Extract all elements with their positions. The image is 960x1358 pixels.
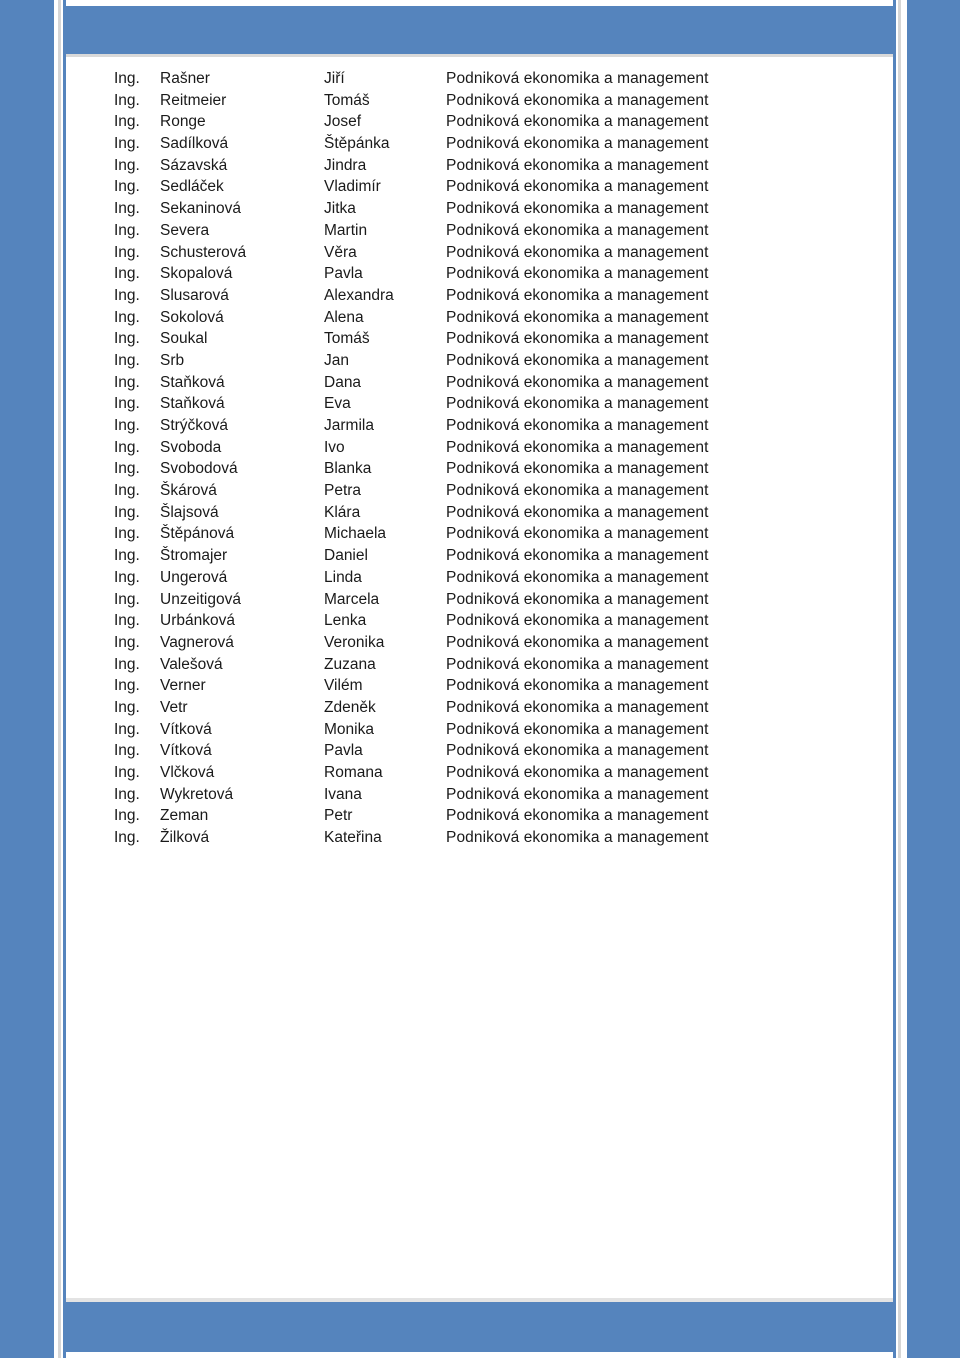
title-cell: Ing. [114,612,140,630]
first-name-cell: Daniel [324,547,368,565]
title-cell: Ing. [114,395,140,413]
surname-cell: Vítková [160,720,212,738]
first-name-cell: Alena [324,308,364,326]
first-name-cell: Dana [324,373,362,391]
title-cell: Ing. [114,742,140,760]
list-item [114,827,814,849]
title-cell: Ing. [114,677,140,695]
list-item [114,328,814,350]
surname-cell: Sekaninová [160,200,242,218]
first-name-cell: Blanka [324,460,372,478]
program-cell: Podniková ekonomika a management [446,265,709,283]
surname-cell: Zeman [160,807,209,825]
program-cell: Podniková ekonomika a management [446,807,709,825]
list-item [114,740,814,762]
title-cell: Ing. [114,460,140,478]
program-cell: Podniková ekonomika a management [446,764,709,781]
list-item [114,762,814,784]
title-cell: Ing. [114,438,140,456]
list-item [114,111,814,133]
program-cell: Podniková ekonomika a management [446,200,709,218]
title-cell: Ing. [114,135,140,153]
first-name-cell: Petr [324,807,353,825]
title-cell: Ing. [114,330,140,348]
title-cell: Ing. [114,568,140,586]
program-cell: Podniková ekonomika a management [446,330,709,348]
list-item [114,719,814,741]
surname-cell: Staňková [160,395,225,413]
surname-cell: Sokolová [160,308,224,326]
surname-cell: Šlajsová [160,503,219,521]
list-item [114,372,814,394]
title-cell: Ing. [114,829,140,847]
program-cell: Podniková ekonomika a management [446,568,709,586]
title-cell: Ing. [114,308,140,326]
program-cell: Podniková ekonomika a management [446,438,709,456]
first-name-cell: Josef [324,113,362,131]
title-cell: Ing. [114,417,140,434]
first-name-cell: Jindra [324,156,367,174]
header-band [66,6,893,54]
title-cell: Ing. [114,265,140,283]
left-border-stripe [63,0,66,1358]
list-item [114,263,814,285]
surname-cell: Vlčková [160,764,215,781]
surname-cell: Štěpánová [160,525,235,543]
title-cell: Ing. [114,785,140,803]
surname-cell: Svoboda [160,438,222,456]
list-item [114,437,814,459]
list-item [114,458,814,480]
right-border-band [907,0,960,1358]
list-item [114,68,814,90]
title-cell: Ing. [114,590,140,608]
first-name-cell: Michaela [324,525,387,543]
title-cell: Ing. [114,482,140,500]
program-cell: Podniková ekonomika a management [446,373,709,391]
first-name-cell: Vladimír [324,178,381,196]
first-name-cell: Zdeněk [324,698,376,716]
program-cell: Podniková ekonomika a management [446,525,709,543]
program-cell: Podniková ekonomika a management [446,113,709,131]
surname-cell: Rašner [160,70,210,87]
list-item [114,632,814,654]
program-cell: Podniková ekonomika a management [446,243,709,261]
footer-band [66,1302,893,1352]
list-item [114,567,814,589]
program-cell: Podniková ekonomika a management [446,91,709,109]
surname-cell: Soukal [160,330,208,348]
first-name-cell: Klára [324,503,361,521]
list-item [114,242,814,264]
program-cell: Podniková ekonomika a management [446,633,709,651]
first-name-cell: Štěpánka [324,135,390,153]
list-item [114,90,814,112]
title-cell: Ing. [114,807,140,825]
program-cell: Podniková ekonomika a management [446,677,709,695]
list-item [114,415,814,437]
left-border-band [0,0,54,1358]
title-cell: Ing. [114,373,140,391]
first-name-cell: Petra [324,482,362,500]
program-cell: Podniková ekonomika a management [446,698,709,716]
program-cell: Podniková ekonomika a management [446,395,709,413]
footer-bottom-gap [66,1352,893,1358]
program-cell: Podniková ekonomika a management [446,308,709,326]
surname-cell: Valešová [160,655,223,673]
program-cell: Podniková ekonomika a management [446,742,709,760]
list-item [114,589,814,611]
program-cell: Podniková ekonomika a management [446,460,709,478]
header-shadow [66,54,893,57]
program-cell: Podniková ekonomika a management [446,351,709,369]
list-item [114,805,814,827]
title-cell: Ing. [114,113,140,131]
program-cell: Podniková ekonomika a management [446,590,709,608]
list-item [114,675,814,697]
program-cell: Podniková ekonomika a management [446,547,709,565]
surname-cell: Staňková [160,373,225,391]
surname-cell: Ungerová [160,568,228,586]
first-name-cell: Věra [324,243,357,261]
title-cell: Ing. [114,547,140,565]
first-name-cell: Jiří [324,70,345,87]
surname-cell: Vagnerová [160,633,234,651]
surname-cell: Svobodová [160,460,238,478]
surname-cell: Škárová [160,482,217,500]
list-item [114,545,814,567]
list-item [114,133,814,155]
list-item [114,523,814,545]
surname-cell: Strýčková [160,417,229,434]
title-cell: Ing. [114,698,140,716]
first-name-cell: Pavla [324,742,363,760]
list-item [114,350,814,372]
first-name-cell: Ivo [324,438,345,456]
first-name-cell: Veronika [324,633,385,651]
title-cell: Ing. [114,221,140,239]
first-name-cell: Kateřina [324,829,382,847]
title-cell: Ing. [114,764,140,781]
first-name-cell: Zuzana [324,655,376,673]
program-cell: Podniková ekonomika a management [446,417,709,434]
first-name-cell: Romana [324,764,383,781]
surname-cell: Urbánková [160,612,235,630]
title-cell: Ing. [114,70,140,87]
program-cell: Podniková ekonomika a management [446,156,709,174]
list-item [114,307,814,329]
program-cell: Podniková ekonomika a management [446,221,709,239]
program-cell: Podniková ekonomika a management [446,785,709,803]
surname-cell: Ronge [160,113,206,131]
surname-cell: Sadílková [160,135,229,153]
program-cell: Podniková ekonomika a management [446,70,709,87]
list-item [114,393,814,415]
program-cell: Podniková ekonomika a management [446,482,709,500]
title-cell: Ing. [114,720,140,738]
title-cell: Ing. [114,286,140,304]
title-cell: Ing. [114,633,140,651]
surname-cell: Wykretová [160,785,234,803]
program-cell: Podniková ekonomika a management [446,135,709,153]
surname-cell: Verner [160,677,206,695]
surname-cell: Vetr [160,698,188,716]
first-name-cell: Eva [324,395,351,413]
list-item [114,198,814,220]
first-name-cell: Ivana [324,785,362,803]
first-name-cell: Lenka [324,612,367,630]
surname-cell: Skopalová [160,265,233,283]
list-item [114,502,814,524]
surname-cell: Štromajer [160,547,228,565]
title-cell: Ing. [114,525,140,543]
first-name-cell: Tomáš [324,330,370,348]
surname-cell: Sázavská [160,156,228,174]
title-cell: Ing. [114,91,140,109]
title-cell: Ing. [114,156,140,174]
list-item [114,480,814,502]
title-cell: Ing. [114,351,140,369]
program-cell: Podniková ekonomika a management [446,286,709,304]
surname-cell: Srb [160,351,185,369]
list-item [114,784,814,806]
surname-cell: Žilková [160,829,210,847]
first-name-cell: Linda [324,568,362,586]
list-item [114,155,814,177]
surname-cell: Severa [160,221,210,239]
list-item [114,176,814,198]
title-cell: Ing. [114,655,140,673]
list-item [114,220,814,242]
title-cell: Ing. [114,200,140,218]
program-cell: Podniková ekonomika a management [446,829,709,847]
title-cell: Ing. [114,243,140,261]
list-item [114,654,814,676]
list-item [114,610,814,632]
first-name-cell: Tomáš [324,91,370,109]
list-item [114,697,814,719]
first-name-cell: Monika [324,720,374,738]
list-item [114,285,814,307]
program-cell: Podniková ekonomika a management [446,503,709,521]
first-name-cell: Alexandra [324,286,394,304]
program-cell: Podniková ekonomika a management [446,612,709,630]
surname-cell: Unzeitigová [160,590,241,608]
title-cell: Ing. [114,178,140,196]
first-name-cell: Vilém [324,677,363,695]
program-cell: Podniková ekonomika a management [446,655,709,673]
first-name-cell: Jitka [324,200,356,218]
first-name-cell: Pavla [324,265,363,283]
first-name-cell: Martin [324,221,368,239]
first-name-cell: Jan [324,351,349,369]
program-cell: Podniková ekonomika a management [446,720,709,738]
surname-cell: Reitmeier [160,91,227,109]
surname-cell: Slusarová [160,286,229,304]
program-cell: Podniková ekonomika a management [446,178,709,196]
graduate-list [114,68,814,849]
first-name-cell: Jarmila [324,417,374,434]
title-cell: Ing. [114,503,140,521]
surname-cell: Vítková [160,742,212,760]
first-name-cell: Marcela [324,590,380,608]
surname-cell: Sedláček [160,178,224,196]
surname-cell: Schusterová [160,243,247,261]
